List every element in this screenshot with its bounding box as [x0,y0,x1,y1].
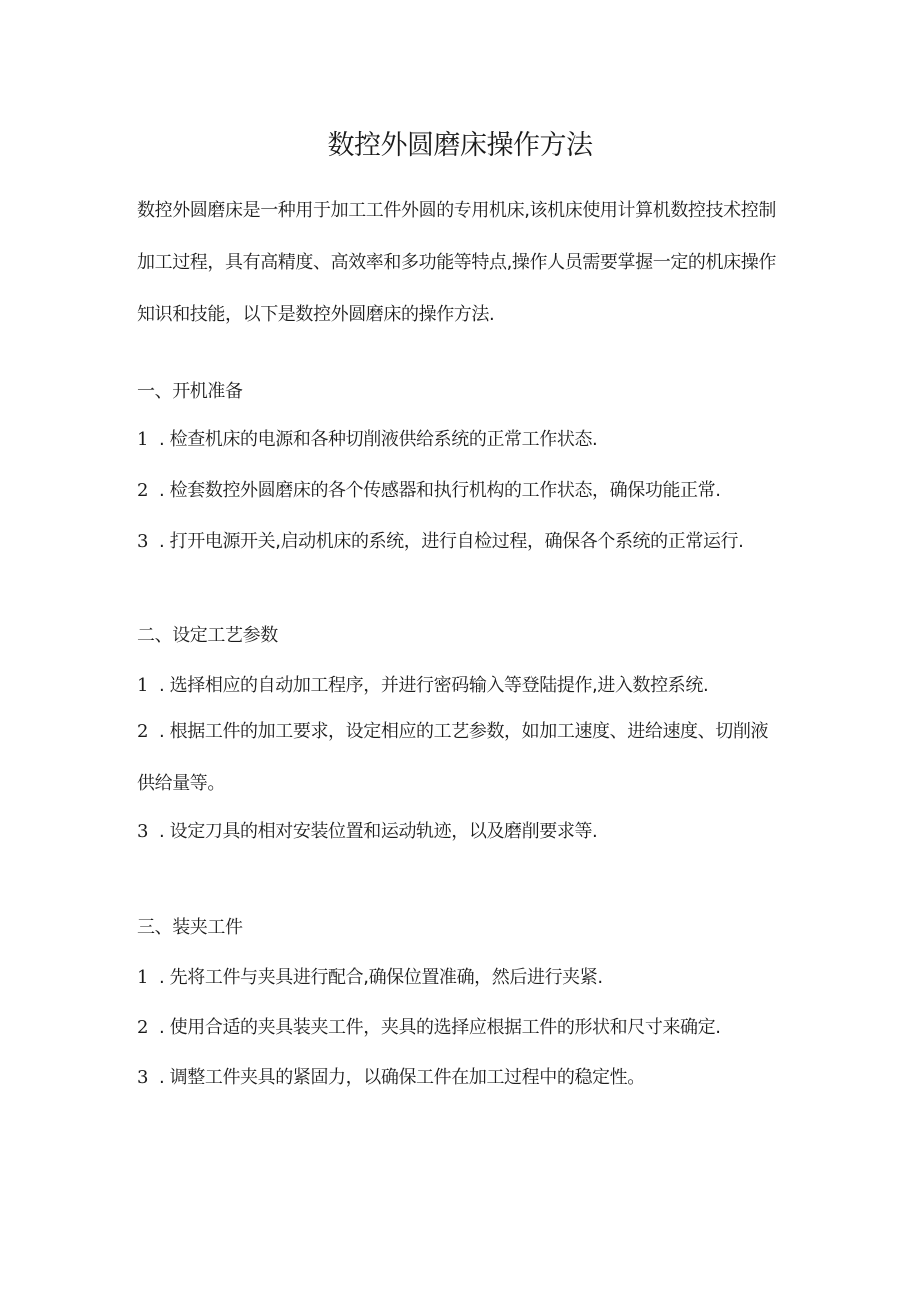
intro-paragraph: 数控外圆磨床是一种用于加工工件外圆的专用机床,该机床使用计算机数控技术控制加工过程，具有高精度、高效率和多功能等特点,操作人员需要掌握一定的机床操作知识和技能，以下是数控外圆磨床的操作方法. [137,200,776,325]
list-item [137,528,797,556]
list-item [137,1014,797,1042]
item-number: 3 [137,1067,149,1088]
item-text: . 调整工件夹具的紧固力，以确保工件在加工过程中的稳定性。 [159,1067,645,1088]
list-item [137,1064,797,1092]
list-item [137,964,797,992]
item-text: . 检查机床的电源和各种切削液供给系统的正常工作状态. [159,429,598,450]
item-number: 3 [137,531,149,552]
list-item [137,818,797,846]
section-heading: 一、开机准备 [137,381,243,402]
item-text: . 使用合适的夹具装夹工件，夹具的选择应根据工件的形状和尺寸来确定. [159,1017,721,1038]
item-number: 2 [137,721,149,742]
item-number: 3 [137,821,149,842]
list-item [137,426,797,454]
list-item [137,706,777,810]
item-text: . 打开电源开关,启动机床的系统，进行自检过程，确保各个系统的正常运行. [159,531,744,552]
item-number: 2 [137,480,149,501]
item-text: . 设定刀具的相对安装位置和运动轨迹，以及磨削要求等. [159,821,598,842]
item-number: 1 [137,967,149,988]
section-heading: 三、装夹工件 [137,917,243,938]
item-number: 1 [137,429,149,450]
list-item [137,477,797,505]
section-heading: 二、设定工艺参数 [137,625,278,646]
document-title: 数控外圆磨床操作方法 [327,130,593,161]
item-text: . 检套数控外圆磨床的各个传感器和执行机构的工作状态，确保功能正常. [159,480,721,501]
item-text: . 先将工件与夹具进行配合,确保位置准确，然后进行夹紧. [159,967,603,988]
list-item [137,672,797,700]
item-number: 1 [137,675,149,696]
item-text: . 根据工件的加工要求，设定相应的工艺参数，如加工速度、进给速度、切削液供给量等。 [137,721,769,794]
item-text: . 选择相应的自动加工程序，并进行密码输入等登陆提作,进入数控系统. [159,675,709,696]
item-number: 2 [137,1017,149,1038]
